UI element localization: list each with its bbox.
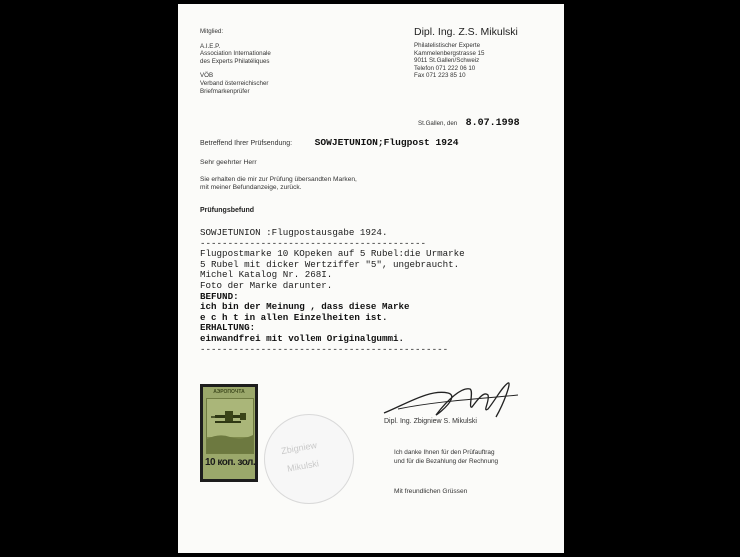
report-title: SOWJETUNION :Flugpostausgabe 1924. — [200, 227, 388, 238]
salutation: Sehr geehrter Herr — [200, 159, 257, 166]
voeb-name-1: Verband österreichischer — [200, 79, 269, 87]
stamp-overprint: 10 коп. зол. — [205, 457, 256, 468]
report-desc-3: Michel Katalog Nr. 268I. — [200, 269, 333, 281]
member-label: Mitglied: — [200, 28, 224, 35]
expert-line-3: 9011 St.Gallen/Schweiz — [414, 57, 480, 65]
embossed-seal — [264, 414, 354, 504]
seal-text-2: Mikulski — [286, 458, 320, 474]
report-rule-1: ----------------------------------------- — [200, 237, 427, 249]
airmail-stamp — [203, 387, 255, 479]
thanks-text — [394, 449, 498, 466]
airplane-icon — [207, 399, 253, 453]
erhaltung-line: einwandfrei mit vollem Originalgummi. — [200, 332, 404, 344]
closing-greeting: Mit freundlichen Grüssen — [394, 488, 468, 495]
certificate-sheet — [178, 4, 564, 553]
voeb-name-2: Briefmarkenprüfer — [200, 87, 250, 95]
thanks-line-1: Ich danke Ihnen für den Prüfauftrag — [394, 449, 495, 456]
thanks-line-2: und für die Bezahlung der Rechnung — [394, 457, 499, 465]
expert-line-5: Fax 071 223 85 10 — [414, 72, 466, 80]
stamp-photo-frame — [200, 384, 258, 482]
expert-line-2: Kammelenbergstrasse 15 — [414, 49, 485, 57]
report-rule-2: --------------------------------------------- — [200, 343, 449, 355]
signature-caption: Dipl. Ing. Zbigniew S. Mikulski — [384, 418, 477, 425]
typed-report — [200, 228, 465, 355]
subject-line — [200, 132, 459, 150]
aiep-abbr: A.I.E.P. — [200, 42, 221, 50]
expert-line-1: Philatelistischer Experte — [414, 42, 481, 49]
befund-label: BEFUND: — [200, 290, 239, 302]
date-line — [418, 112, 520, 130]
stamp-vignette — [206, 398, 254, 454]
intro-line-2: mit meiner Befundanzeige, zurück. — [200, 184, 302, 191]
intro-line-1: Sie erhalten die mir zur Prüfung übersandten Marken, — [200, 176, 357, 183]
befund-heading: Prüfungsbefund — [200, 207, 255, 214]
befund-line-1: ich bin der Meinung , dass diese Marke — [200, 301, 410, 313]
expert-name: Dipl. Ing. Z.S. Mikulski — [414, 26, 518, 38]
stamp-top-text: АЭРОПОЧТА — [213, 389, 245, 395]
subject-label: Betreffend Ihrer Prüfsendung: — [200, 140, 293, 147]
befund-line-2: e c h t in allen Einzelheiten ist. — [200, 311, 388, 323]
report-desc-1: Flugpostmarke 10 KOpeken auf 5 Rubel:die Urmarke — [200, 248, 465, 260]
expert-line-4: Telefon 071 222 06 10 — [414, 64, 476, 72]
expert-block — [414, 26, 518, 80]
seal-text-1: Zbigniew — [280, 439, 318, 457]
report-desc-2: 5 Rubel mit dicker Wertziffer "5", ungebraucht. — [200, 258, 460, 270]
report-desc-4: Foto der Marke darunter. — [200, 279, 333, 291]
subject-value: SOWJETUNION;Flugpost 1924 — [314, 137, 459, 148]
erhaltung-label: ERHALTUNG: — [200, 322, 256, 334]
aiep-name-1: Association Internationale — [200, 50, 271, 58]
voeb-abbr: VÖB — [200, 72, 214, 80]
membership-block — [200, 28, 271, 95]
date-prefix: St.Gallen, den — [418, 120, 458, 127]
aiep-name-2: des Experts Philatéliques — [200, 57, 270, 65]
date-value: 8.07.1998 — [465, 118, 520, 129]
intro-text — [200, 176, 357, 192]
